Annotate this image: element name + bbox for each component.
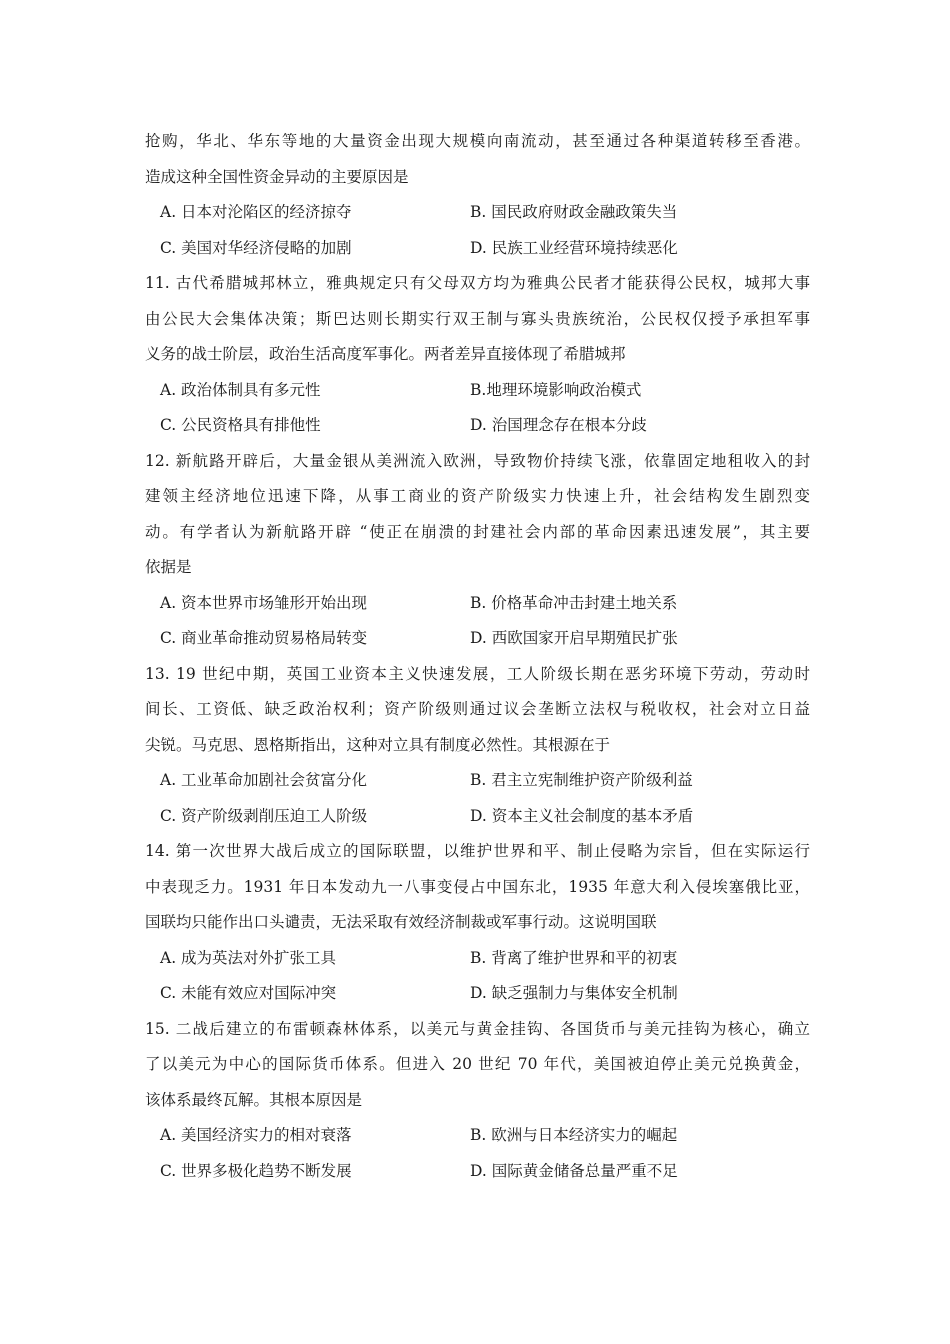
question-stem-line: 尖锐。马克思、恩格斯指出，这种对立具有制度必然性。其根源在于 (145, 735, 611, 754)
option-a: A. 资本世界市场雏形开始出现 (160, 593, 368, 612)
options-row (145, 799, 810, 835)
options-row (145, 231, 810, 267)
option-a: A. 成为英法对外扩张工具 (160, 948, 337, 967)
option-b: B.地理环境影响政治模式 (470, 380, 642, 399)
question-12 (145, 444, 810, 657)
options-row (145, 976, 810, 1012)
option-b: B. 国民政府财政金融政策失当 (470, 203, 678, 221)
question-stem-line: 动。有学者认为新航路开辟 “使正在崩溃的封建社会内部的革命因素迅速发展”，其主要 (145, 522, 810, 541)
question-stem-line: 中表现乏力。1931 年日本发动九一八事变侵占中国东北，1935 年意大利入侵埃塞俄比亚， (145, 877, 810, 896)
option-c: C. 公民资格具有排他性 (160, 416, 321, 434)
question-stem-line: 间长、工资低、缺乏政治权利；资产阶级则通过议会垄断立法权与税收权，社会对立日益 (145, 700, 810, 718)
question-stem-line: 15. 二战后建立的布雷顿森林体系，以美元与黄金挂钩、各国货币与美元挂钩为核心，确立 (145, 1019, 810, 1038)
option-a: A. 美国经济实力的相对衰落 (160, 1126, 352, 1144)
option-b: B. 背离了维护世界和平的初衷 (470, 948, 678, 967)
option-c: C. 资产阶级剥削压迫工人阶级 (160, 806, 368, 825)
question-stem-line: 12. 新航路开辟后，大量金银从美洲流入欧洲，导致物价持续飞涨，依靠固定地租收入的封 (145, 451, 810, 470)
options-row (145, 941, 810, 977)
question-stem-line: 建领主经济地位迅速下降，从事工商业的资产阶级实力快速上升，社会结构发生剧烈变 (145, 487, 810, 505)
question-stem-line: 了以美元为中心的国际货币体系。但进入 20 世纪 70 年代，美国被迫停止美元兑换黄金， (145, 1055, 810, 1073)
question-stem-line: 14. 第一次世界大战后成立的国际联盟，以维护世界和平、制止侵略为宗旨，但在实际运行 (145, 842, 810, 860)
question-stem-line: 由公民大会集体决策；斯巴达则长期实行双王制与寡头贵族统治，公民权仅授予承担军事 (145, 309, 810, 328)
question-stem-line: 该体系最终瓦解。其根本原因是 (145, 1090, 363, 1109)
question-stem-line: 依据是 (145, 558, 192, 576)
option-d: D. 资本主义社会制度的基本矛盾 (470, 806, 694, 825)
option-d: D. 民族工业经营环境持续恶化 (470, 238, 678, 257)
question-stem-line: 抢购，华北、华东等地的大量资金出现大规模向南流动，甚至通过各种渠道转移至香港。 (145, 132, 810, 150)
option-c: C. 未能有效应对国际冲突 (160, 984, 337, 1002)
options-row (145, 195, 810, 231)
question-stem-line: 国联均只能作出口头谴责，无法采取有效经济制裁或军事行动。这说明国联 (145, 913, 657, 931)
option-c: C. 美国对华经济侵略的加剧 (160, 238, 352, 257)
question-13 (145, 657, 810, 835)
option-b: B. 君主立宪制维护资产阶级利益 (470, 771, 693, 789)
exam-page (145, 124, 810, 1189)
options-row (145, 408, 810, 444)
options-row (145, 586, 810, 622)
question-stem-line: 义务的战士阶层，政治生活高度军事化。两者差异直接体现了希腊城邦 (145, 345, 626, 363)
option-c: C. 商业革命推动贸易格局转变 (160, 629, 368, 647)
question-15 (145, 1012, 810, 1190)
option-b: B. 欧洲与日本经济实力的崛起 (470, 1126, 678, 1144)
option-a: A. 日本对沦陷区的经济掠夺 (160, 203, 352, 221)
option-c: C. 世界多极化趋势不断发展 (160, 1161, 352, 1180)
question-11 (145, 266, 810, 444)
option-d: D. 西欧国家开启早期殖民扩张 (470, 629, 678, 647)
options-row (145, 373, 810, 409)
question-10 (145, 124, 810, 266)
options-row (145, 1154, 810, 1190)
option-a: A. 工业革命加剧社会贫富分化 (160, 771, 368, 789)
options-row (145, 621, 810, 657)
option-a: A. 政治体制具有多元性 (160, 380, 321, 399)
options-row (145, 1118, 810, 1154)
option-d: D. 缺乏强制力与集体安全机制 (470, 984, 678, 1002)
options-row (145, 763, 810, 799)
question-stem-line: 13. 19 世纪中期，英国工业资本主义快速发展，工人阶级长期在恶劣环境下劳动，劳动时 (145, 664, 810, 683)
option-b: B. 价格革命冲击封建土地关系 (470, 593, 678, 612)
question-stem-line: 11. 古代希腊城邦林立，雅典规定只有父母双方均为雅典公民者才能获得公民权，城邦大事 (145, 274, 810, 292)
option-d: D. 国际黄金储备总量严重不足 (470, 1161, 678, 1180)
question-stem-line: 造成这种全国性资金异动的主要原因是 (145, 167, 409, 186)
option-d: D. 治国理念存在根本分歧 (470, 416, 647, 434)
question-14 (145, 834, 810, 1012)
